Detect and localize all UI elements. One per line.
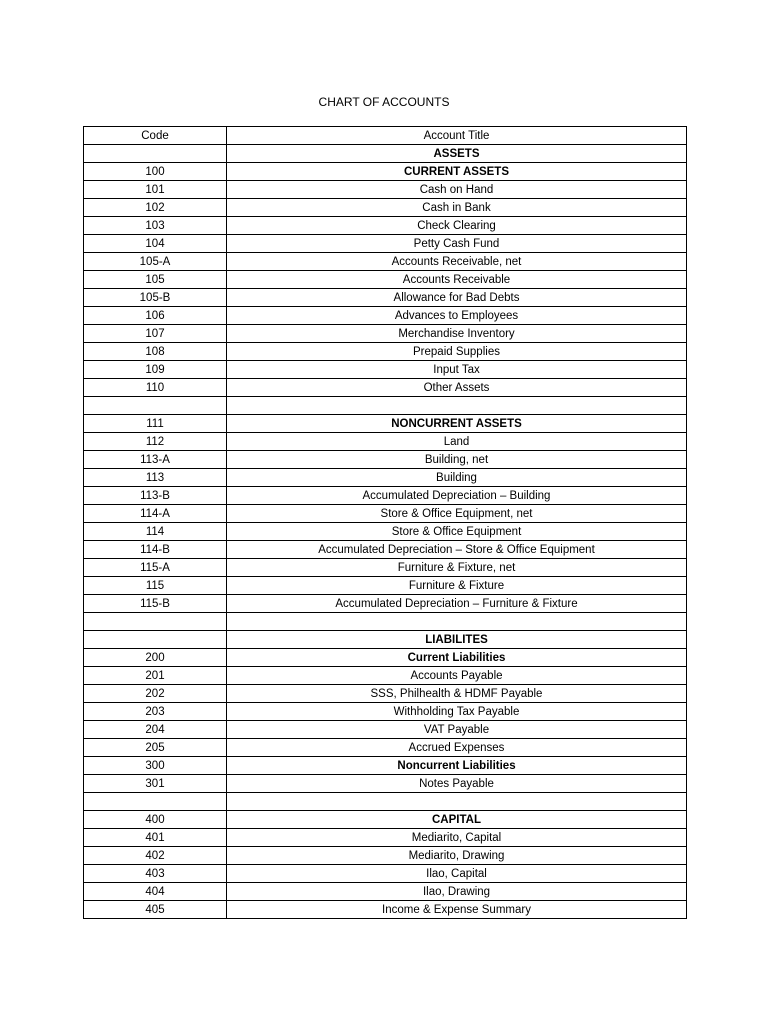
account-title-cell: Advances to Employees (227, 307, 687, 325)
document-title: CHART OF ACCOUNTS (318, 95, 450, 109)
account-title-cell: Income & Expense Summary (227, 901, 687, 919)
table-row (84, 613, 687, 631)
table-row (84, 631, 687, 649)
table-row (84, 523, 687, 541)
account-code-cell: 110 (84, 379, 227, 397)
account-title-cell: Accounts Payable (227, 667, 687, 685)
account-title-cell: Check Clearing (227, 217, 687, 235)
table-row (84, 433, 687, 451)
table-row (84, 901, 687, 919)
account-title-cell: LIABILITES (227, 631, 687, 649)
account-code-cell: 112 (84, 433, 227, 451)
account-title-cell: Ilao, Drawing (227, 883, 687, 901)
table-row (84, 775, 687, 793)
account-code-cell: 100 (84, 163, 227, 181)
table-row (84, 541, 687, 559)
account-title-cell: Building, net (227, 451, 687, 469)
table-row (84, 487, 687, 505)
account-title-cell: VAT Payable (227, 721, 687, 739)
account-code-cell: 114 (84, 523, 227, 541)
table-row (84, 253, 687, 271)
account-code-cell: 402 (84, 847, 227, 865)
table-row (84, 793, 687, 811)
table-row (84, 451, 687, 469)
account-title-cell: Accrued Expenses (227, 739, 687, 757)
account-code-cell: 103 (84, 217, 227, 235)
account-title-cell: Petty Cash Fund (227, 235, 687, 253)
account-title-cell: CURRENT ASSETS (227, 163, 687, 181)
table-row (84, 577, 687, 595)
account-code-cell: 114-B (84, 541, 227, 559)
account-code-cell: 115-B (84, 595, 227, 613)
account-title-cell: Current Liabilities (227, 649, 687, 667)
account-title-cell: Mediarito, Capital (227, 829, 687, 847)
account-code-cell: 111 (84, 415, 227, 433)
account-title-cell: Input Tax (227, 361, 687, 379)
table-row (84, 649, 687, 667)
account-code-cell: 105 (84, 271, 227, 289)
account-title-cell: Furniture & Fixture (227, 577, 687, 595)
account-code-cell: 106 (84, 307, 227, 325)
account-title-cell: Accumulated Depreciation – Store & Office Equipment (227, 541, 687, 559)
table-header-row (84, 127, 687, 145)
account-title-cell: Merchandise Inventory (227, 325, 687, 343)
account-title-cell: NONCURRENT ASSETS (227, 415, 687, 433)
table-row (84, 145, 687, 163)
code-column-header: Code (84, 127, 227, 145)
account-code-cell: 404 (84, 883, 227, 901)
table-row (84, 667, 687, 685)
account-title-cell (227, 613, 687, 631)
table-row (84, 847, 687, 865)
account-code-cell: 301 (84, 775, 227, 793)
table-row (84, 829, 687, 847)
account-code-cell: 400 (84, 811, 227, 829)
account-title-cell: Land (227, 433, 687, 451)
account-title-cell: Building (227, 469, 687, 487)
account-title-cell: SSS, Philhealth & HDMF Payable (227, 685, 687, 703)
account-title-cell: Notes Payable (227, 775, 687, 793)
account-title-cell: Withholding Tax Payable (227, 703, 687, 721)
table-row (84, 685, 687, 703)
account-title-cell: Ilao, Capital (227, 865, 687, 883)
account-code-cell: 105-B (84, 289, 227, 307)
account-code-cell (84, 793, 227, 811)
table-row (84, 757, 687, 775)
table-row (84, 235, 687, 253)
account-code-cell: 101 (84, 181, 227, 199)
account-title-cell: Furniture & Fixture, net (227, 559, 687, 577)
table-row (84, 307, 687, 325)
account-code-cell: 204 (84, 721, 227, 739)
account-code-cell: 102 (84, 199, 227, 217)
table-row (84, 739, 687, 757)
table-row (84, 811, 687, 829)
account-code-cell: 113 (84, 469, 227, 487)
account-code-cell: 108 (84, 343, 227, 361)
table-row (84, 721, 687, 739)
account-code-cell: 113-A (84, 451, 227, 469)
account-title-cell (227, 793, 687, 811)
account-title-cell: Accumulated Depreciation – Furniture & Fixture (227, 595, 687, 613)
table-row (84, 397, 687, 415)
account-title-column-header: Account Title (227, 127, 687, 145)
table-row (84, 595, 687, 613)
account-title-cell: Accumulated Depreciation – Building (227, 487, 687, 505)
account-title-cell: Other Assets (227, 379, 687, 397)
account-code-cell: 114-A (84, 505, 227, 523)
account-title-cell: ASSETS (227, 145, 687, 163)
table-row (84, 469, 687, 487)
account-title-cell: Allowance for Bad Debts (227, 289, 687, 307)
table-row (84, 505, 687, 523)
table-row (84, 379, 687, 397)
account-title-cell: Accounts Receivable, net (227, 253, 687, 271)
table-row (84, 163, 687, 181)
table-row (84, 883, 687, 901)
table-row (84, 559, 687, 577)
table-row (84, 325, 687, 343)
account-code-cell: 205 (84, 739, 227, 757)
table-row (84, 271, 687, 289)
account-code-cell: 403 (84, 865, 227, 883)
account-title-cell: Accounts Receivable (227, 271, 687, 289)
account-title-cell (227, 397, 687, 415)
account-title-cell: Prepaid Supplies (227, 343, 687, 361)
account-code-cell (84, 631, 227, 649)
table-row (84, 289, 687, 307)
account-title-cell: Mediarito, Drawing (227, 847, 687, 865)
account-code-cell: 300 (84, 757, 227, 775)
table-row (84, 361, 687, 379)
table-body (84, 145, 687, 919)
account-code-cell: 405 (84, 901, 227, 919)
table-row (84, 343, 687, 361)
account-code-cell: 115-A (84, 559, 227, 577)
account-code-cell (84, 397, 227, 415)
account-code-cell: 109 (84, 361, 227, 379)
table-row (84, 217, 687, 235)
account-title-cell: Cash on Hand (227, 181, 687, 199)
account-code-cell: 201 (84, 667, 227, 685)
account-code-cell (84, 613, 227, 631)
account-code-cell: 105-A (84, 253, 227, 271)
account-code-cell: 113-B (84, 487, 227, 505)
table-row (84, 415, 687, 433)
chart-of-accounts-table (83, 126, 687, 919)
account-title-cell: Noncurrent Liabilities (227, 757, 687, 775)
table-row (84, 703, 687, 721)
table-row (84, 181, 687, 199)
account-code-cell: 107 (84, 325, 227, 343)
account-title-cell: Store & Office Equipment, net (227, 505, 687, 523)
account-code-cell: 202 (84, 685, 227, 703)
account-title-cell: Store & Office Equipment (227, 523, 687, 541)
table-row (84, 865, 687, 883)
account-title-cell: Cash in Bank (227, 199, 687, 217)
table-row (84, 199, 687, 217)
account-code-cell: 115 (84, 577, 227, 595)
account-code-cell (84, 145, 227, 163)
account-code-cell: 203 (84, 703, 227, 721)
account-code-cell: 200 (84, 649, 227, 667)
account-title-cell: CAPITAL (227, 811, 687, 829)
account-code-cell: 104 (84, 235, 227, 253)
account-code-cell: 401 (84, 829, 227, 847)
